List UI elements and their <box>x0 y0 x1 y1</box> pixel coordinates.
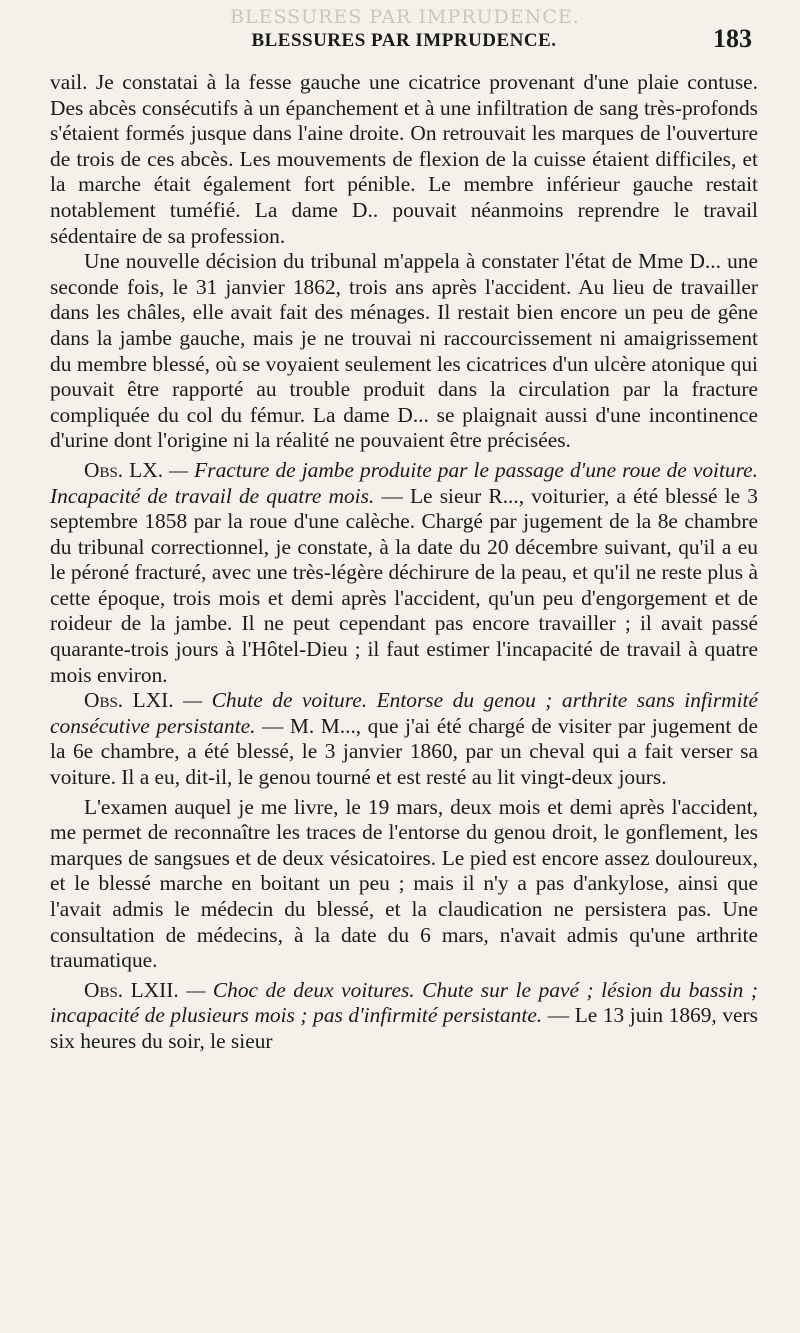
paragraph-continued: vail. Je constatai à la fesse gauche une cicatrice provenant d'une plaie contuse. Des abcès consécutifs à un épanchement et à une infiltration de sang très-profonds s'étaient formés jusque dans l'aine droite. On retrouvait les marques de l'ouverture de trois de ces abcès. Les mouvements de flexion de la cuisse étaient difficiles, et la marche était également fort pénible. Le membre inférieur gauche restait notablement tuméfié. La dame D.. pouvait néanmoins reprendre le travail sédentaire de sa profession. <box>50 70 758 248</box>
bleed-through-text: BLESSURES PAR IMPRUDENCE. <box>230 6 580 28</box>
observation-label: Obs. LXII. <box>84 977 179 1002</box>
page-number: 183 <box>713 24 752 53</box>
paragraph-examination: L'examen auquel je me livre, le 19 mars, deux mois et demi après l'accident, me permet de reconnaître les traces de l'entorse du genou droit, le gonflement, les marques de sangsues et de deux vésicatoires. Le pied est encore assez douloureux, et le blessé marche en boitant un peu ; mais il n'y a pas d'ankylose, ainsi que l'avait admis le médecin du blessé, et la claudication ne persistera pas. Une consultation de médecins, à la date du 6 mars, n'avait admis qu'une arthrite traumatique. <box>50 794 758 973</box>
observation-lx <box>50 458 758 688</box>
observation-text: — Le sieur R..., voiturier, a été blessé le 3 septembre 1858 par la roue d'une calèche. Chargé par jugement de la 8e chambre du tribunal correctionnel, je constate, à la date du 20 décembre suivant, qu'il a eu le péroné fracturé, avec une très-légère déchirure de la peau, et qu'il ne reste plus à cette époque, trois mois et demi après l'accident, qu'un peu d'engorgement et de roideur de la jambe. Il ne peut cependant pas encore travailler ; il avait passé quarante-trois jours à l'Hôtel-Dieu ; il faut estimer l'incapacité de travail à quatre mois environ. <box>50 483 758 687</box>
observation-label: Obs. LX. <box>84 457 164 482</box>
page-header <box>50 24 758 70</box>
body-text <box>50 70 758 1055</box>
observation-title: — Choc de deux voitures. Chute sur le pavé ; lésion du bassin ; incapacité de plusieurs mois ; pas d'infirmité persistante. <box>50 977 758 1028</box>
observation-text: — Le 13 juin 1869, vers six heures du soir, le sieur <box>50 1003 758 1053</box>
observation-lxii <box>50 978 758 1055</box>
observation-title: — Fracture de jambe produite par le passage d'une roue de voiture. Incapacité de travail de quatre mois. <box>50 457 758 508</box>
observation-text: — M. M..., que j'ai été chargé de visiter par jugement de la 6e chambre, a été blessé, le 3 janvier 1860, par un cheval qui a fait verser sa voiture. Il a eu, dit-il, le genou tourné et est resté au lit vingt-deux jours. <box>50 713 758 790</box>
observation-label: Obs. LXI. <box>84 688 174 713</box>
observation-title: — Chute de voiture. Entorse du genou ; arthrite sans infirmité consécutive persistante. <box>50 688 758 738</box>
paragraph-second-decision: Une nouvelle décision du tribunal m'appela à constater l'état de Mme D... une seconde fois, le 31 janvier 1862, trois ans après l'accident. Au lieu de travailler dans les châles, elle avait fait des ménages. Il restait bien encore un peu de gêne dans la jambe gauche, mais je ne trouvai ni raccourcissement ni amaigrissement du membre blessé, où se voyaient seulement les cicatrices d'un ulcère atonique qui pouvait être rapporté au trouble produit dans la circulation par la fracture compliquée du col du fémur. La dame D... se plaignait aussi d'une incontinence d'urine dont l'origine ni la réalité ne pouvaient être précisées. <box>50 249 758 453</box>
running-title: BLESSURES PAR IMPRUDENCE. <box>251 30 557 51</box>
observation-lxi <box>50 688 758 790</box>
